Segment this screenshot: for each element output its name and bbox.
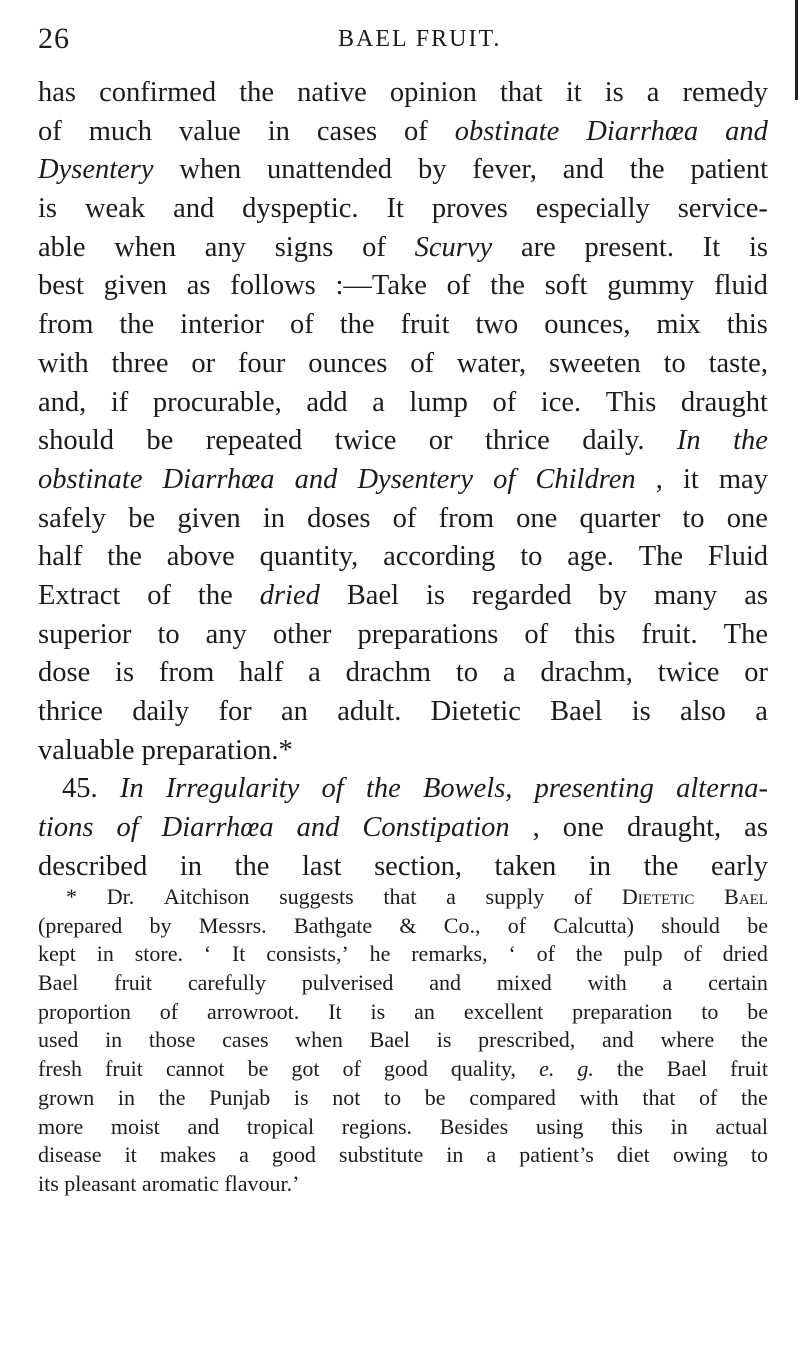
page-number: 26	[38, 22, 70, 55]
body-line: described in the last section, taken in the early	[38, 850, 768, 882]
footnote-line: used in those cases when Bael is prescribed, and where the	[38, 1027, 768, 1053]
footnote-line: its pleasant aromatic flavour.’	[38, 1170, 300, 1196]
body-line: of much value in cases of obstinate Diarrhœa and	[38, 115, 768, 147]
page-header	[38, 22, 768, 62]
footnote-line: grown in the Punjab is not to be compared with that of the	[38, 1084, 768, 1110]
body-line: valuable preparation.*	[38, 734, 293, 766]
body-line: 45. In Irregularity of the Bowels, presenting alterna-	[62, 773, 768, 805]
body-text	[38, 74, 768, 886]
body-line: half the above quantity, according to age. The Fluid	[38, 541, 768, 573]
footnote-line: * Dr. Aitchison suggests that a supply of Dietetic Bael	[66, 884, 768, 909]
footnote-line: Bael fruit carefully pulverised and mixed with a certain	[38, 970, 768, 996]
footnote	[38, 883, 768, 1199]
footnote-line: kept in store. ‘ It consists,’ he remarks, ‘ of the pulp of dried	[38, 941, 768, 967]
body-line: superior to any other preparations of this fruit. The	[38, 618, 768, 650]
body-line: and, if procurable, add a lump of ice. This draught	[38, 386, 768, 418]
body-line: is weak and dyspeptic. It proves especially service-	[38, 193, 768, 225]
body-line: Dysentery when unattended by fever, and the patient	[38, 154, 768, 186]
footnote-line: more moist and tropical regions. Besides using this in actual	[38, 1113, 768, 1139]
body-line: dose is from half a drachm to a drachm, twice or	[38, 657, 768, 689]
footnote-line: proportion of arrowroot. It is an excellent preparation to be	[38, 998, 768, 1024]
body-line: thrice daily for an adult. Dietetic Bael is also a	[38, 696, 768, 727]
body-line: should be repeated twice or thrice daily. In the	[38, 425, 768, 457]
body-line: tions of Diarrhœa and Constipation , one draught, as	[38, 812, 768, 844]
page-edge-mark	[795, 0, 798, 100]
body-line: Extract of the dried Bael is regarded by many as	[38, 579, 768, 611]
footnote-line: fresh fruit cannot be got of good quality, e. g. the Bael fruit	[38, 1056, 768, 1082]
body-line: able when any signs of Scurvy are present. It is	[38, 231, 768, 263]
body-line: obstinate Diarrhœa and Dysentery of Children , it may	[38, 463, 768, 495]
running-head: BAEL FRUIT.	[338, 26, 502, 52]
body-line: has confirmed the native opinion that it is a remedy	[38, 77, 768, 108]
footnote-line: disease it makes a good substitute in a patient’s diet owing to	[38, 1142, 768, 1168]
footnote-line: (prepared by Messrs. Bathgate & Co., of Calcutta) should be	[38, 912, 768, 938]
body-line: best given as follows :—Take of the soft gummy fluid	[38, 270, 768, 302]
body-line: safely be given in doses of from one quarter to one	[38, 502, 768, 534]
body-line: with three or four ounces of water, sweeten to taste,	[38, 347, 768, 379]
body-line: from the interior of the fruit two ounces, mix this	[38, 309, 768, 341]
